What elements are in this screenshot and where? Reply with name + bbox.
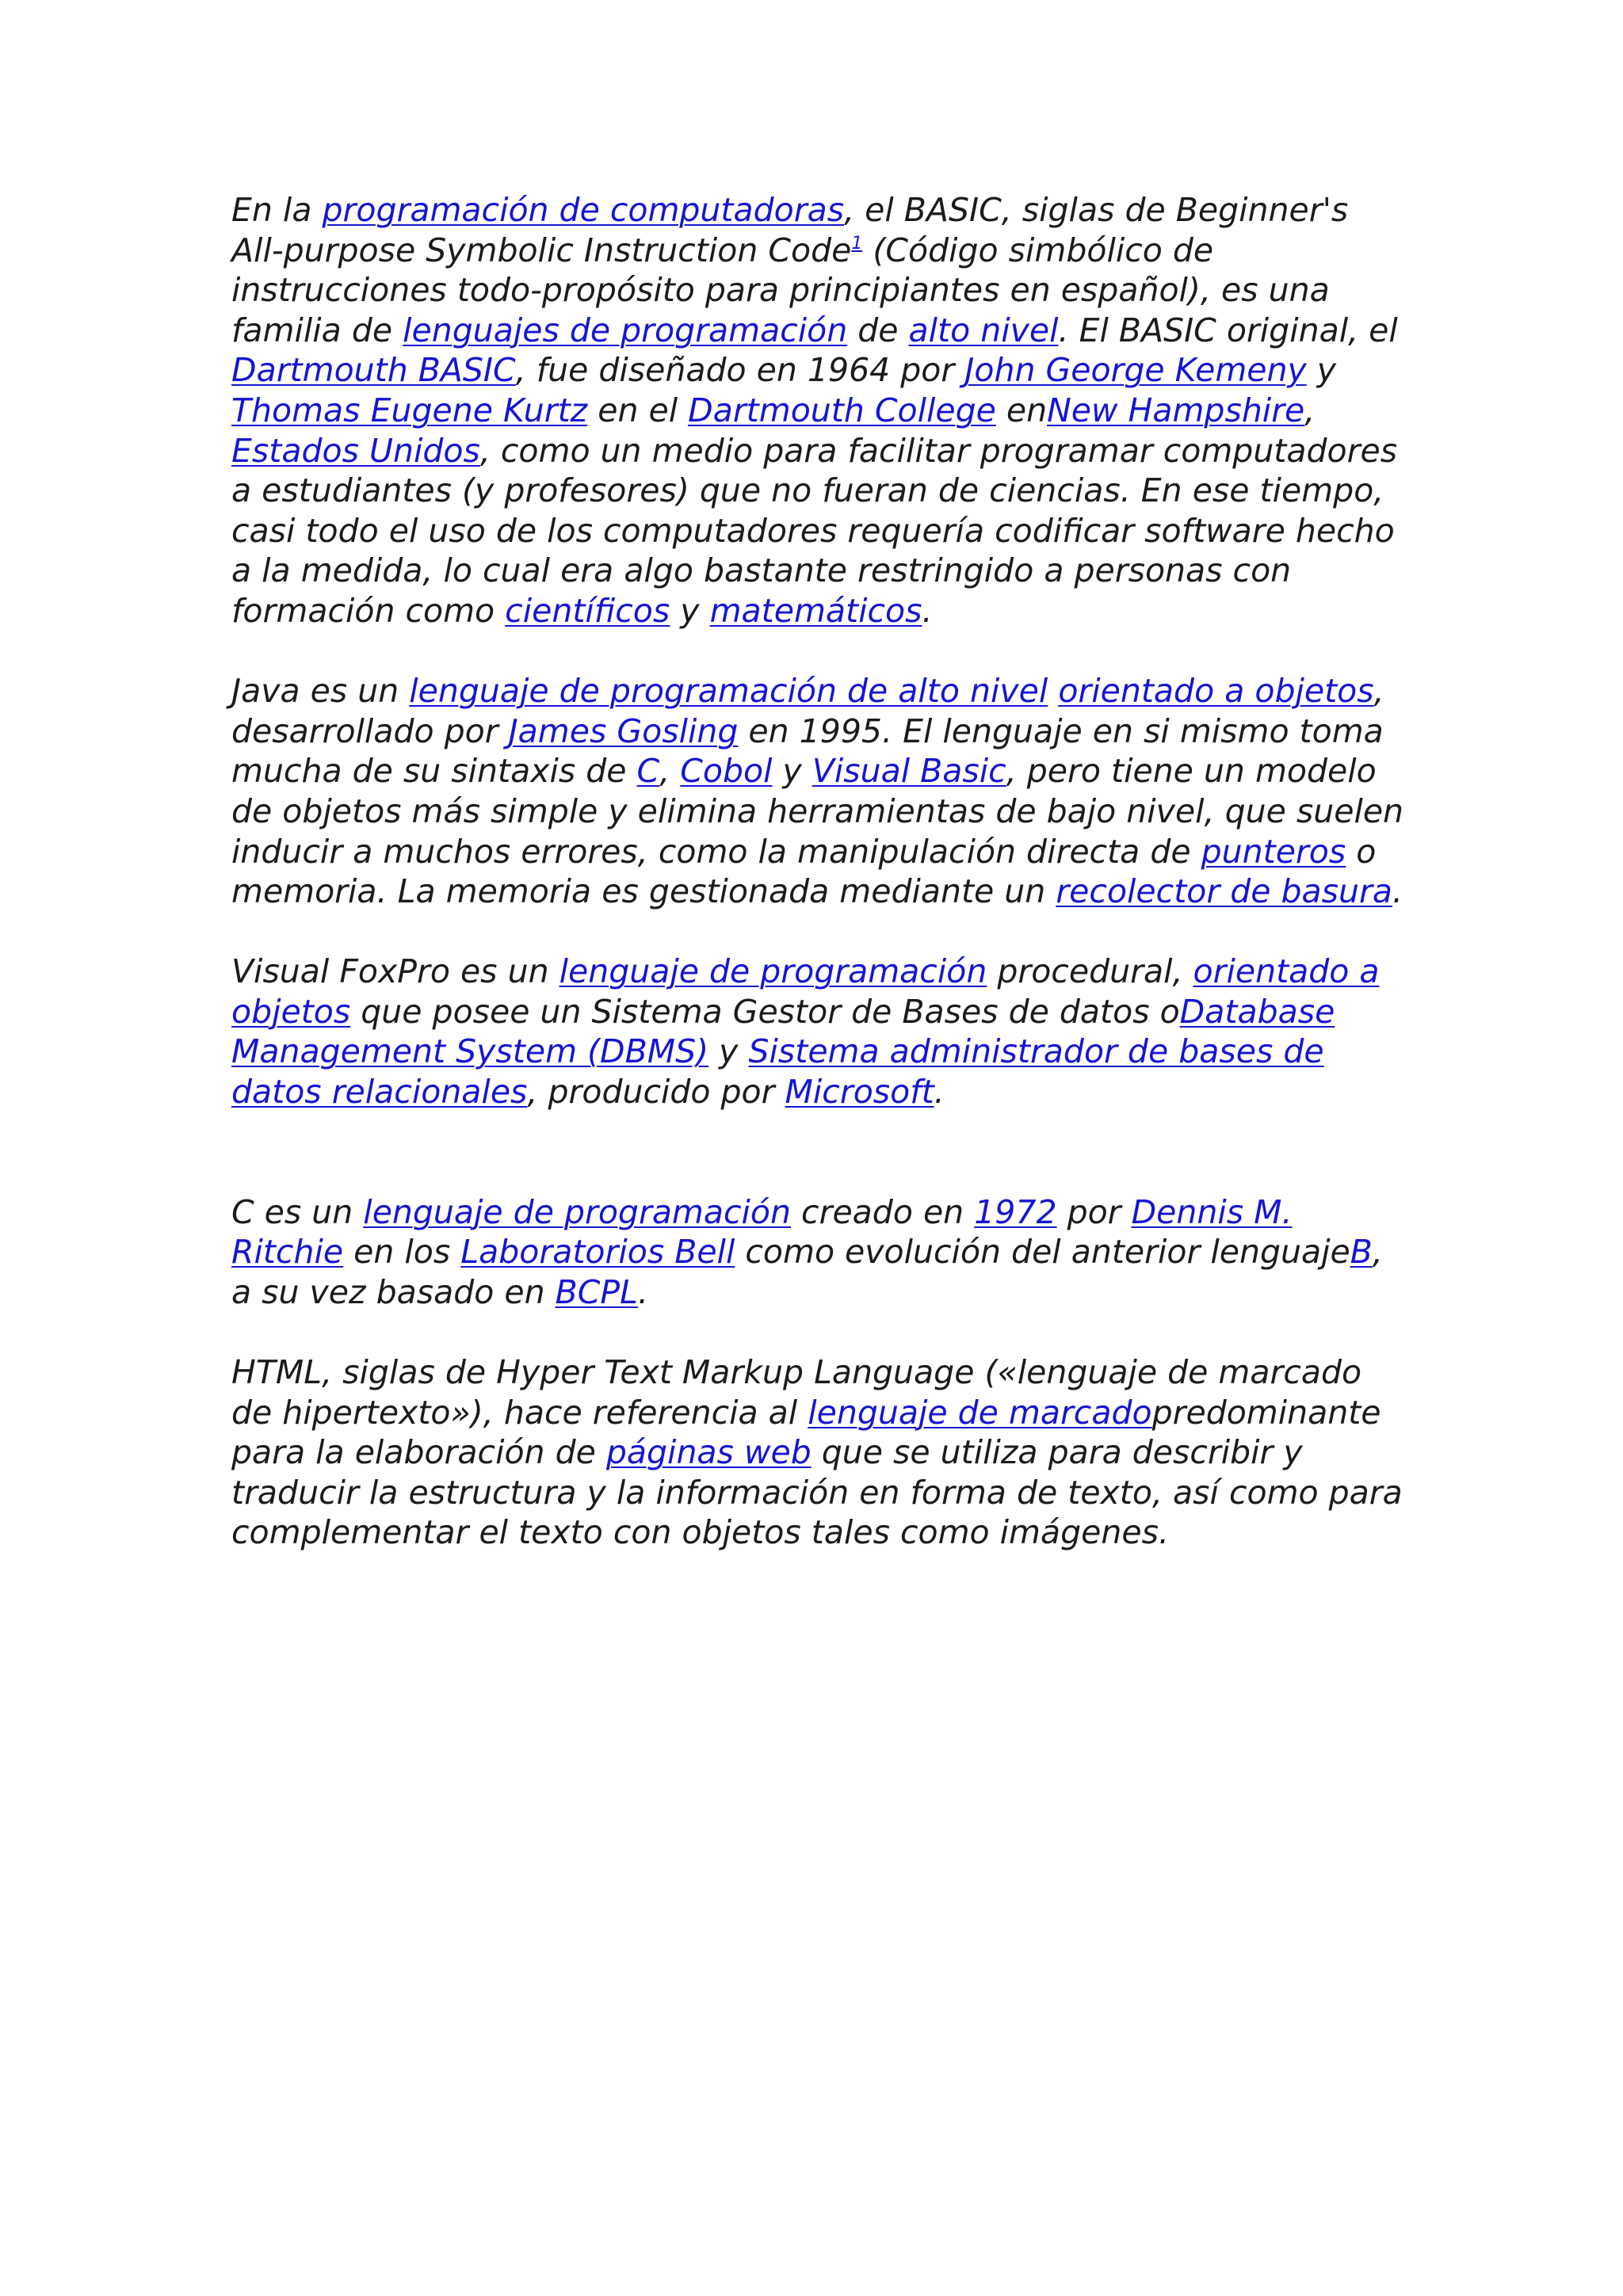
text-run: . — [1392, 872, 1403, 911]
paragraph-java — [231, 671, 1404, 912]
hyperlink[interactable]: Laboratorios Bell — [460, 1233, 735, 1272]
hyperlink[interactable]: recolector de basura — [1056, 872, 1393, 911]
footnote-ref — [851, 234, 862, 254]
text-run: . El BASIC original, el — [1058, 311, 1398, 349]
text-run: en — [995, 391, 1048, 429]
hyperlink[interactable]: Thomas Eugene Kurtz — [231, 391, 588, 429]
text-run: predominante para la elaboración de — [231, 1393, 1381, 1472]
text-run: de — [847, 311, 909, 349]
text-run: y — [670, 591, 710, 630]
hyperlink[interactable]: Visual Basic — [812, 752, 1006, 791]
text-run: , a su vez basado en — [231, 1233, 1383, 1311]
hyperlink[interactable]: lenguajes de programación — [403, 311, 848, 349]
paragraph-c — [231, 1192, 1404, 1313]
text-run: , el BASIC, siglas de Beginner's All-purpose Symbolic Instruction Code — [231, 191, 1349, 269]
hyperlink[interactable]: New Hampshire — [1047, 391, 1305, 429]
hyperlink[interactable]: orientado a objetos — [1058, 672, 1374, 711]
hyperlink[interactable]: lenguaje de programación — [559, 952, 987, 991]
hyperlink[interactable]: lenguaje de programación de alto nivel — [409, 672, 1048, 711]
hyperlink[interactable]: lenguaje de programación — [363, 1192, 792, 1231]
hyperlink[interactable]: punteros — [1201, 832, 1346, 871]
text-run — [1048, 672, 1058, 710]
hyperlink[interactable]: Dennis M. Ritchie — [231, 1192, 1293, 1272]
hyperlink[interactable]: C — [636, 752, 660, 791]
text-run: que posee un Sistema Gestor de Bases de datos o — [350, 992, 1180, 1031]
text-run: que se utiliza para describir y traducir la estructura y la información en forma de texto, así como para complementar el texto con objetos tales como imágenes. — [231, 1433, 1403, 1552]
text-run: como evolución del anterior lenguaje — [735, 1233, 1350, 1272]
text-run: por — [1056, 1192, 1132, 1231]
hyperlink[interactable]: Microsoft — [785, 1073, 934, 1112]
text-run: o memoria. La memoria es gestionada mediante un — [231, 832, 1377, 911]
text-run: creado en — [791, 1192, 975, 1231]
hyperlink[interactable]: páginas web — [605, 1433, 812, 1472]
hyperlink[interactable]: BCPL — [555, 1272, 638, 1311]
text-run: , desarrollado por — [231, 672, 1384, 750]
footnote-link[interactable]: 1 — [851, 233, 863, 254]
hyperlink[interactable]: 1972 — [974, 1192, 1057, 1231]
text-run: . — [934, 1073, 945, 1112]
hyperlink[interactable]: alto nivel — [908, 311, 1059, 349]
text-run: y — [708, 1032, 749, 1071]
hyperlink[interactable]: Dartmouth BASIC — [231, 351, 516, 390]
hyperlink[interactable]: matemáticos — [709, 591, 922, 630]
hyperlink[interactable]: Cobol — [680, 752, 773, 791]
hyperlink[interactable]: Dartmouth College — [688, 391, 996, 429]
text-run: , producido por — [527, 1073, 785, 1112]
hyperlink[interactable]: lenguaje de marcado — [808, 1393, 1152, 1432]
document-page — [231, 190, 1404, 1593]
text-run: Visual FoxPro es un — [231, 952, 559, 991]
text-run: , pero tiene un modelo de objetos más simple y elimina herramientas de bajo nivel, que suelen inducir a muchos errores, como la manipulación directa de — [231, 752, 1404, 871]
hyperlink[interactable]: Estados Unidos — [231, 431, 480, 470]
paragraph-foxpro — [231, 952, 1404, 1112]
text-run: (Código simbólico de instrucciones todo-propósito para principiantes en español), es una familia de — [231, 231, 1330, 349]
text-run: procedural, — [987, 952, 1193, 991]
text-run: HTML, siglas de Hyper Text Markup Language («lenguaje de marcado de hipertexto»), hace referencia al — [231, 1353, 1362, 1432]
text-run: Java es un — [231, 672, 410, 711]
text-run: En la — [231, 191, 323, 229]
text-run: , — [1304, 391, 1316, 429]
hyperlink[interactable]: científicos — [505, 591, 670, 630]
text-run: . — [637, 1272, 648, 1311]
text-run: . — [922, 591, 933, 630]
hyperlink[interactable]: James Gosling — [508, 711, 739, 750]
text-run: , fue diseñado en 1964 por — [515, 351, 965, 390]
hyperlink[interactable]: Database Management System (DBMS) — [231, 992, 1335, 1071]
hyperlink[interactable]: Sistema administrador de bases de datos relacionales — [231, 1032, 1324, 1112]
text-run: en los — [343, 1233, 461, 1272]
text-run: en el — [587, 391, 689, 429]
text-run: y — [772, 752, 812, 791]
hyperlink[interactable]: orientado a objetos — [231, 952, 1380, 1031]
text-run: , — [659, 752, 681, 791]
paragraph-basic — [231, 190, 1404, 631]
paragraph-html — [231, 1352, 1404, 1553]
text-run: y — [1306, 351, 1337, 390]
hyperlink[interactable]: B — [1350, 1233, 1373, 1272]
hyperlink[interactable]: programación de computadoras — [322, 191, 845, 229]
text-run: en 1995. El lenguaje en si mismo toma mucha de su sintaxis de — [231, 711, 1384, 791]
hyperlink[interactable]: John George Kemeny — [964, 351, 1307, 390]
text-run: C es un — [231, 1192, 364, 1231]
text-run: , como un medio para facilitar programar computadores a estudiantes (y profesores) que no fueran de ciencias. En ese tiempo, casi todo el uso de los computadores requería codificar software hecho a la medida, lo cual era algo bastante restringido a personas con formación como — [231, 431, 1398, 630]
